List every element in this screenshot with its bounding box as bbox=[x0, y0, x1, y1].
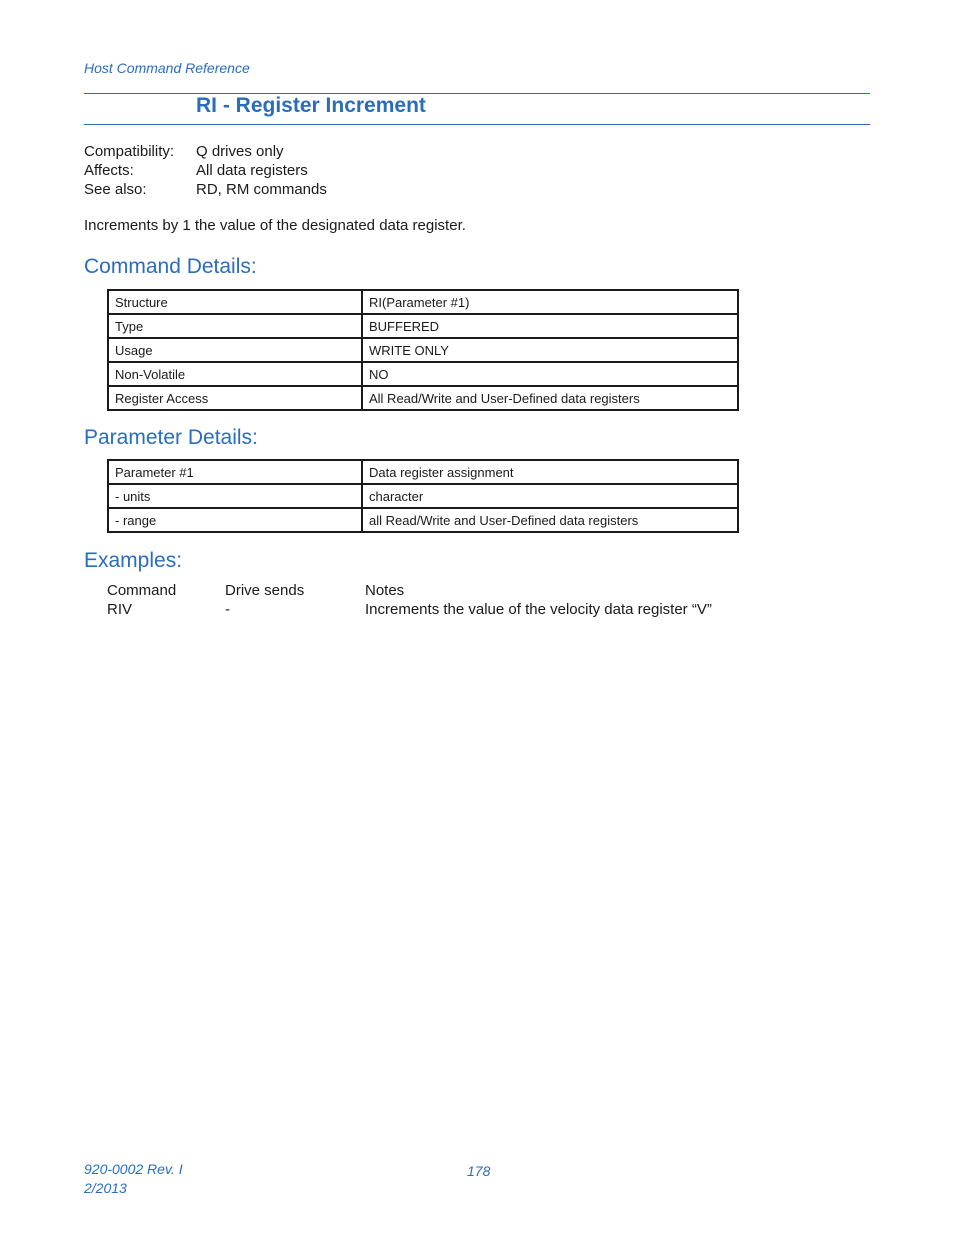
meta-key: Compatibility: bbox=[84, 143, 175, 160]
page-number: 178 bbox=[467, 1163, 491, 1179]
table-cell: NO bbox=[362, 362, 738, 386]
parameter-details-table bbox=[107, 459, 739, 533]
meta-block bbox=[84, 142, 327, 199]
example-command: RIV bbox=[107, 601, 133, 618]
command-details-table bbox=[107, 289, 739, 411]
command-details-heading: Command Details: bbox=[84, 255, 257, 278]
meta-value: All data registers bbox=[196, 162, 308, 179]
table-cell: All Read/Write and User-Defined data registers bbox=[362, 386, 738, 410]
meta-value: RD, RM commands bbox=[196, 181, 327, 198]
table-cell: Structure bbox=[108, 290, 362, 314]
table-cell: Data register assignment bbox=[362, 460, 738, 484]
running-head: Host Command Reference bbox=[84, 60, 250, 76]
meta-value: Q drives only bbox=[196, 143, 284, 160]
table-row bbox=[108, 338, 738, 362]
examples-column-notes: Notes bbox=[365, 582, 405, 599]
examples-row bbox=[107, 600, 712, 619]
table-row bbox=[108, 314, 738, 338]
footer-left bbox=[84, 1160, 183, 1198]
table-cell: WRITE ONLY bbox=[362, 338, 738, 362]
example-drive-sends: - bbox=[225, 601, 230, 618]
table-row bbox=[108, 484, 738, 508]
table-cell: Type bbox=[108, 314, 362, 338]
table-cell: Usage bbox=[108, 338, 362, 362]
table-cell: character bbox=[362, 484, 738, 508]
table-row bbox=[108, 508, 738, 532]
footer-date: 2/2013 bbox=[84, 1180, 127, 1196]
examples-column-command: Command bbox=[107, 582, 177, 599]
table-cell: all Read/Write and User-Defined data registers bbox=[362, 508, 738, 532]
meta-row-see-also bbox=[84, 180, 327, 199]
table-row bbox=[108, 386, 738, 410]
table-cell: - range bbox=[108, 508, 362, 532]
table-cell: Non-Volatile bbox=[108, 362, 362, 386]
description: Increments by 1 the value of the designated data register. bbox=[84, 217, 466, 234]
table-cell: BUFFERED bbox=[362, 314, 738, 338]
page-title: RI - Register Increment bbox=[196, 94, 426, 117]
meta-row-compatibility bbox=[84, 142, 327, 161]
footer-doc-number: 920-0002 Rev. I bbox=[84, 1161, 183, 1177]
title-rule-bottom bbox=[84, 124, 870, 125]
table-cell: RI(Parameter #1) bbox=[362, 290, 738, 314]
table-cell: Parameter #1 bbox=[108, 460, 362, 484]
meta-key: Affects: bbox=[84, 162, 134, 179]
examples-block bbox=[107, 581, 712, 619]
example-notes: Increments the value of the velocity data register “V” bbox=[365, 601, 712, 618]
table-cell: - units bbox=[108, 484, 362, 508]
examples-header-row bbox=[107, 581, 712, 600]
table-row bbox=[108, 460, 738, 484]
meta-key: See also: bbox=[84, 181, 147, 198]
meta-row-affects bbox=[84, 161, 327, 180]
table-row bbox=[108, 290, 738, 314]
examples-column-drive-sends: Drive sends bbox=[225, 582, 305, 599]
parameter-details-heading: Parameter Details: bbox=[84, 426, 258, 449]
table-cell: Register Access bbox=[108, 386, 362, 410]
examples-heading: Examples: bbox=[84, 549, 183, 572]
table-row bbox=[108, 362, 738, 386]
